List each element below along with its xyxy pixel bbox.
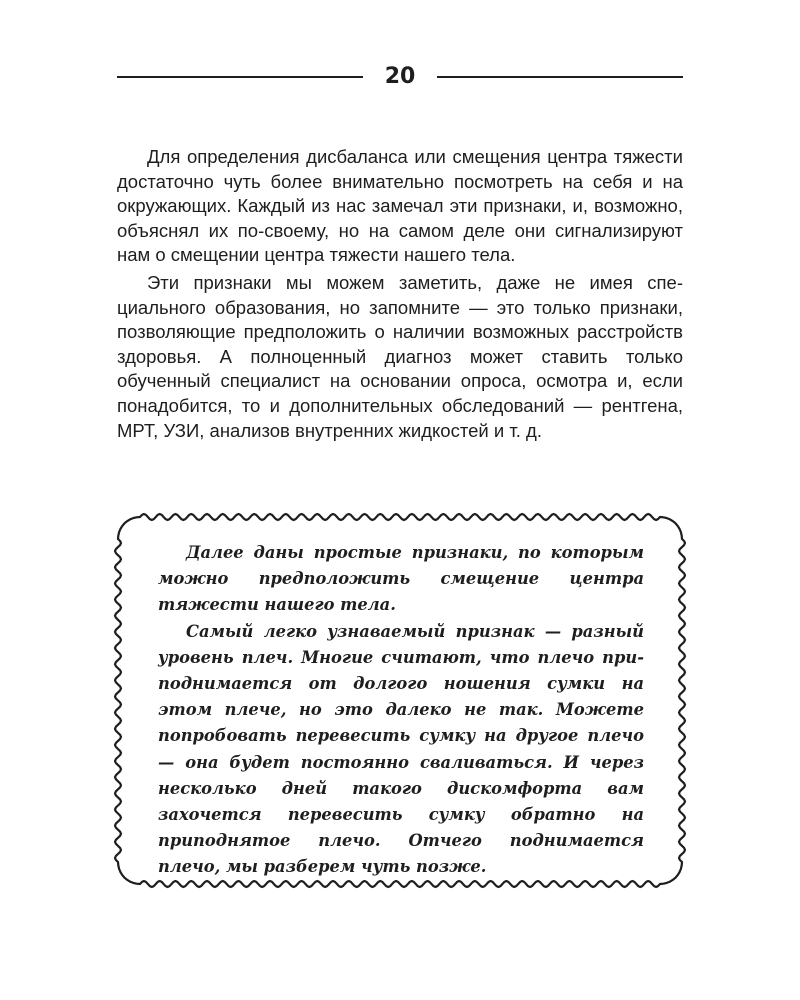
callout-paragraph-1: Далее даны простые признаки, по которым можно предположить смещение центра тяжести нашего тела.	[158, 543, 644, 615]
page-header	[117, 58, 683, 96]
body-paragraph-1: Для определения дисбаланса или смещения центра тяжести достаточно чуть более внимательно посмотреть на себя и на окружающих. Каждый из нас замечал эти признаки, и, возможно, объяснял их по-своему, но на самом деле они сигнализируют нам о смещении центра тяжести нашего тела.	[117, 146, 683, 266]
header-rule-left	[117, 76, 363, 78]
body-paragraph-2: Эти признаки мы можем заметить, даже не имея специального образования, но запомните — это только признаки, позволяющие предположить о наличии возможных расстройств здоровья. А полноценный диагноз может ставить только обученный специалист на основании опроса, осмотра и, если понадобится, то и дополнительных обследований — рентгена, МРТ, УЗИ, анализов внутренних жидкостей и т. д.	[117, 271, 683, 441]
header-rule-right	[437, 76, 683, 78]
callout-box	[158, 540, 644, 881]
body-text	[117, 145, 683, 443]
page-number: 20	[384, 64, 416, 89]
callout-paragraph-2: Самый легко узнаваемый признак — разный уровень плеч. Многие считают, что плечо приподнимается от долгого ношения сумки на этом плече, но это далеко не так. Можете попробовать перевесить сумку на другое плечо — она будет постоянно сваливаться. И через несколько дней такого дискомфорта вам захочется перевесить сумку обратно на приподнятое плечо. Отчего поднимается плечо, мы разберем чуть позже.	[158, 621, 644, 877]
